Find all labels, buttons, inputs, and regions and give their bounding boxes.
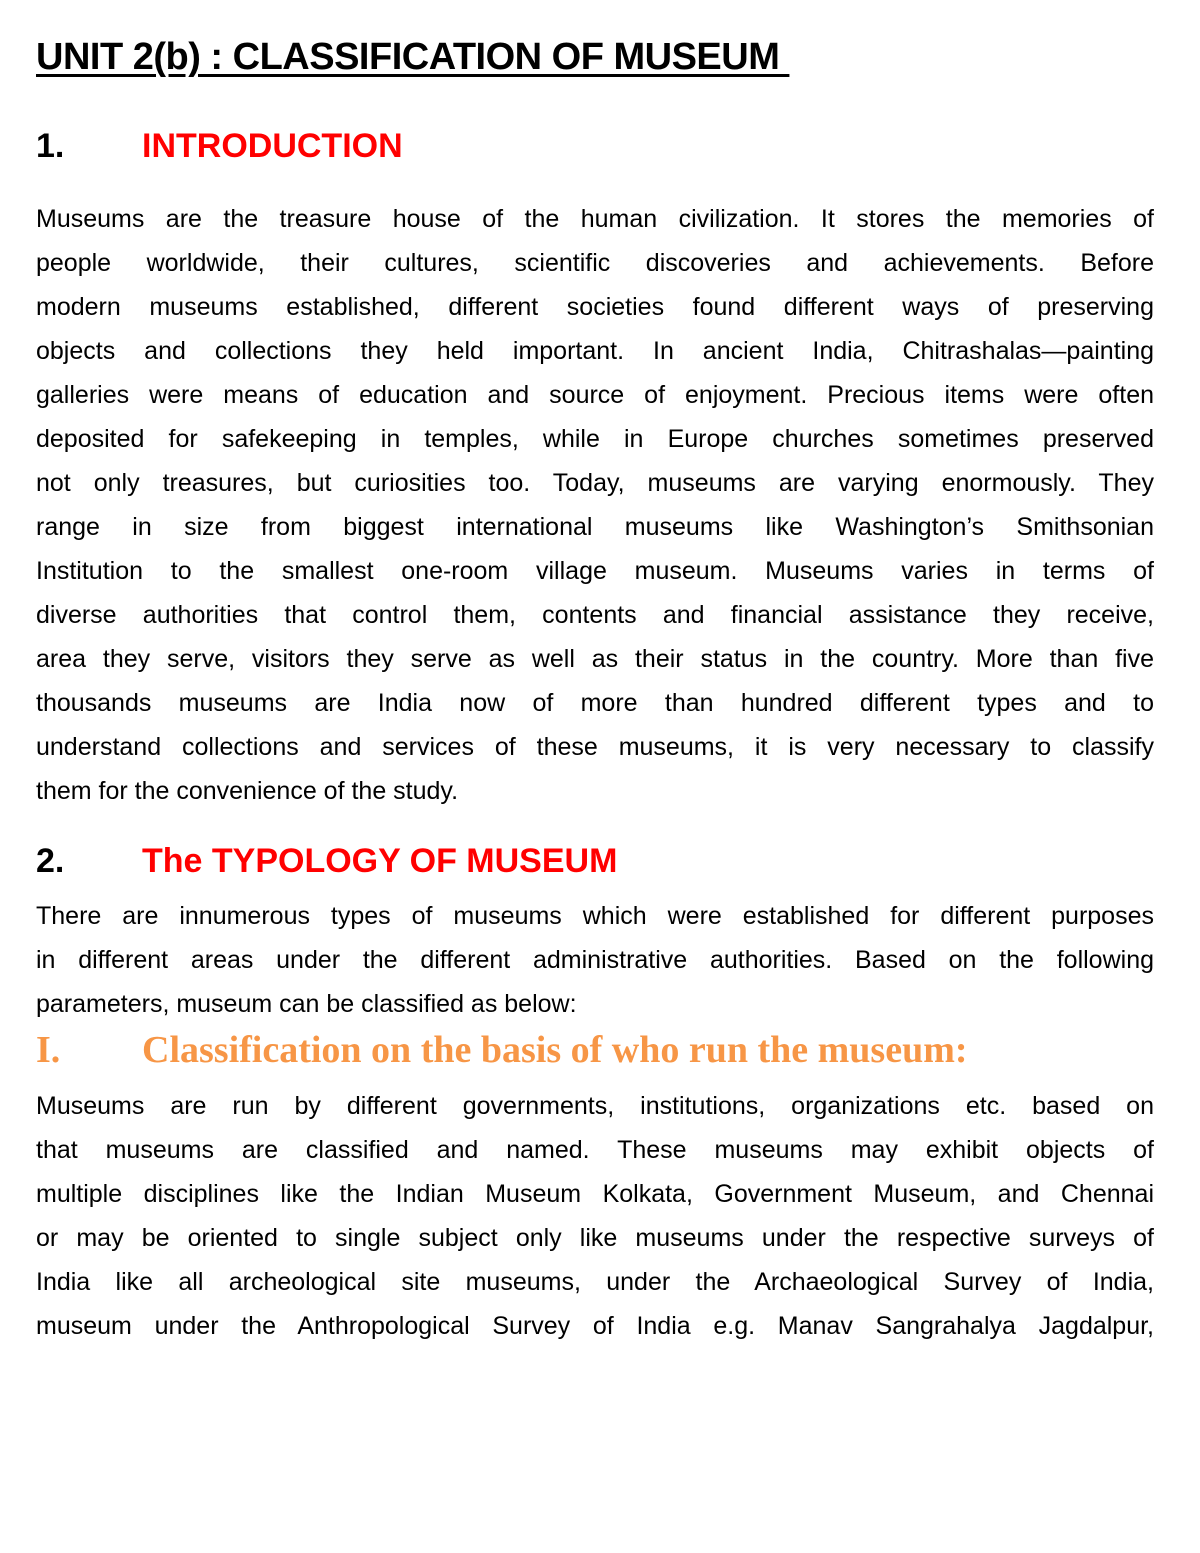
document-title: UNIT 2(b) : CLASSIFICATION OF MUSEUM: [36, 36, 790, 78]
paragraph-line: or may be oriented to single subject only like museums under the respective surveys of: [36, 1224, 1154, 1252]
paragraph-line: objects and collections they held important. In ancient India, Chitrashalas—painting: [36, 337, 1154, 365]
paragraph-line: understand collections and services of these museums, it is very necessary to classify: [36, 733, 1154, 761]
paragraph-line: modern museums established, different societies found different ways of preserving: [36, 293, 1154, 321]
paragraph-line: Institution to the smallest one-room village museum. Museums varies in terms of: [36, 557, 1154, 585]
section-title: INTRODUCTION: [142, 127, 403, 165]
section-heading-introduction: [36, 127, 403, 166]
paragraph-line: There are innumerous types of museums which were established for different purposes: [36, 902, 1154, 930]
paragraph-line: galleries were means of education and source of enjoyment. Precious items were often: [36, 381, 1154, 409]
paragraph-line: deposited for safekeeping in temples, while in Europe churches sometimes preserved: [36, 425, 1154, 453]
paragraph-line: thousands museums are India now of more than hundred different types and to: [36, 689, 1154, 717]
subsection-title: Classification on the basis of who run the museum:: [142, 1029, 968, 1071]
subsection-number: I.: [36, 1029, 61, 1071]
paragraph-line: that museums are classified and named. These museums may exhibit objects of: [36, 1136, 1154, 1164]
paragraph-line: Museums are run by different governments, institutions, organizations etc. based on: [36, 1092, 1154, 1120]
section-number: 1.: [36, 127, 65, 165]
paragraph-line: India like all archeological site museums, under the Archaeological Survey of India,: [36, 1268, 1154, 1296]
paragraph-line: museum under the Anthropological Survey of India e.g. Manav Sangrahalya Jagdalpur,: [36, 1312, 1154, 1340]
paragraph-line: people worldwide, their cultures, scientific discoveries and achievements. Before: [36, 249, 1154, 277]
section-heading-typology: [36, 842, 617, 881]
paragraph-line: range in size from biggest international museums like Washington’s Smithsonian: [36, 513, 1154, 541]
subsection-heading-who-runs: [36, 1028, 968, 1072]
paragraph-line: them for the convenience of the study.: [36, 777, 459, 805]
paragraph-line: area they serve, visitors they serve as well as their status in the country. More than five: [36, 645, 1154, 673]
section-title: The TYPOLOGY OF MUSEUM: [142, 842, 618, 880]
paragraph-line: multiple disciplines like the Indian Museum Kolkata, Government Museum, and Chennai: [36, 1180, 1154, 1208]
paragraph-line: Museums are the treasure house of the human civilization. It stores the memories of: [36, 205, 1154, 233]
paragraph-line: parameters, museum can be classified as below:: [36, 990, 577, 1018]
paragraph-line: in different areas under the different administrative authorities. Based on the following: [36, 946, 1154, 974]
paragraph-line: not only treasures, but curiosities too. Today, museums are varying enormously. They: [36, 469, 1154, 497]
typology-paragraph: [36, 894, 1154, 1026]
section-number: 2.: [36, 842, 65, 880]
who-runs-paragraph: [36, 1084, 1154, 1348]
introduction-paragraph: [36, 197, 1154, 813]
paragraph-line: diverse authorities that control them, contents and financial assistance they receive,: [36, 601, 1154, 629]
